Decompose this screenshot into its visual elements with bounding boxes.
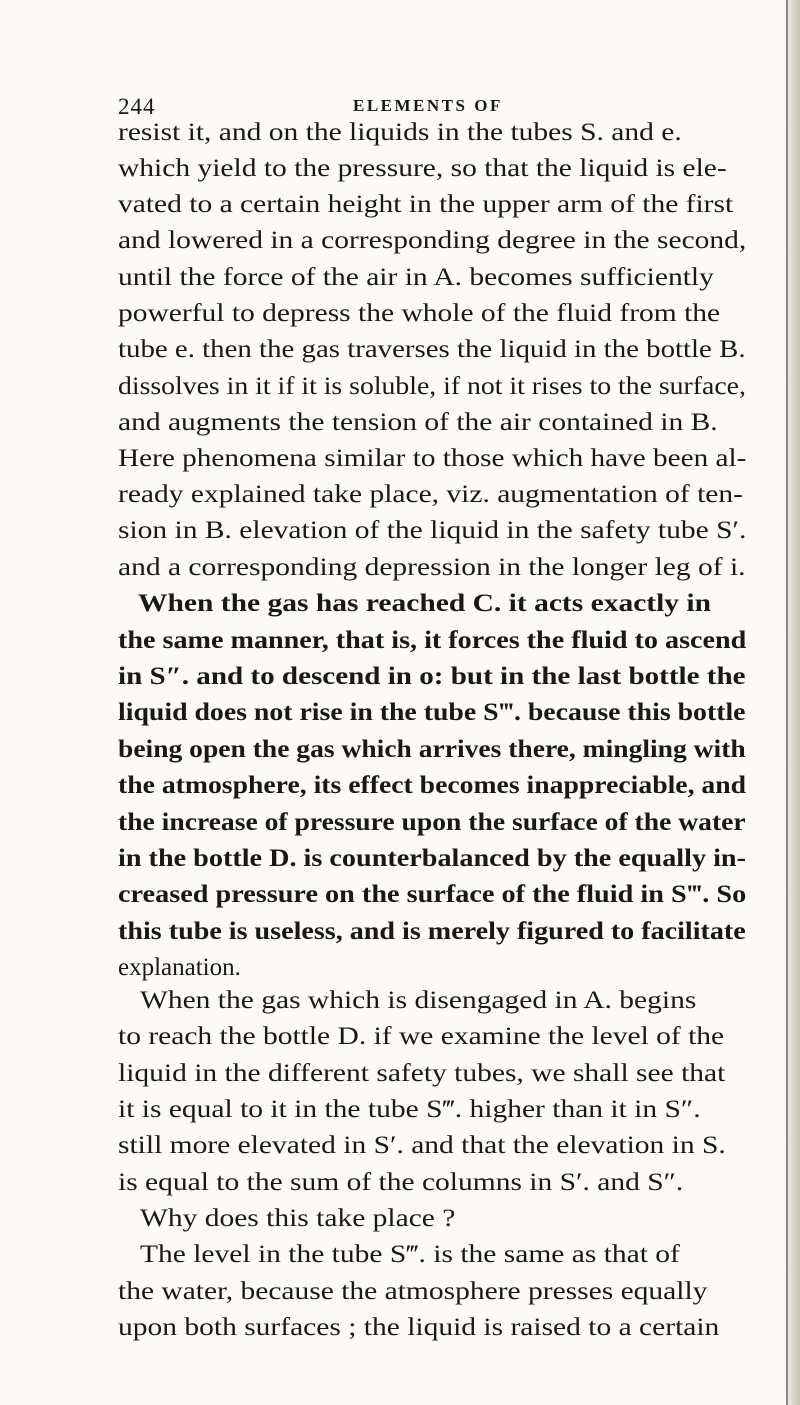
text-line: still more elevated in S′. and that the elevation in S. [118,1132,726,1159]
page-number: 244 [118,94,156,119]
text-line: the increase of pressure upon the surface of the water [118,809,746,836]
text-line: vated to a certain height in the upper arm of the first [118,191,734,218]
text-line: dissolves in it if it is soluble, if not it rises to the surface, [118,373,746,400]
text-line: Here phenomena similar to those which have been al- [118,445,747,472]
text-line: in the bottle D. is counterbalanced by the equally in- [118,845,746,872]
text-line: the same manner, that is, it forces the fluid to ascend [118,627,747,654]
text-line: The level in the tube S‴. is the same as that of [140,1241,680,1268]
text-line: ready explained take place, viz. augmentation of ten- [118,481,743,508]
text-line: Why does this take place ? [140,1205,456,1232]
text-line: When the gas which is disengaged in A. begins [140,987,697,1014]
body-text [118,118,754,1398]
text-line: it is equal to it in the tube S‴. higher than it in S″. [118,1096,701,1123]
text-line: resist it, and on the liquids in the tubes S. and e. [118,119,682,146]
text-line: powerful to depress the whole of the fluid from the [118,300,721,327]
text-line: until the force of the air in A. becomes sufficiently [118,264,714,291]
page-edge [786,0,800,1405]
text-line: liquid does not rise in the tube S‴. because this bottle [118,699,746,726]
text-line: this tube is useless, and is merely figured to facilitate [118,918,746,945]
text-line: and a corresponding depression in the longer leg of i. [118,554,746,581]
running-head: ELEMENTS OF [353,96,503,115]
text-line: explanation. [118,954,241,981]
text-line: and augments the tension of the air contained in B. [118,409,718,436]
text-line: being open the gas which arrives there, mingling with [118,736,746,763]
text-line: the atmosphere, its effect becomes inappreciable, and [118,772,747,799]
text-line: upon both surfaces ; the liquid is raised to a certain [118,1314,720,1341]
text-line: liquid in the different safety tubes, we shall see that [118,1060,726,1087]
text-line: sion in B. elevation of the liquid in the safety tube S′. [118,517,747,544]
text-line: which yield to the pressure, so that the liquid is ele- [118,155,727,182]
text-line: in S″. and to descend in o: but in the last bottle the [118,663,746,690]
text-line: the water, because the atmosphere presses equally [118,1278,708,1305]
text-line: creased pressure on the surface of the fluid in S‴. So [118,881,747,908]
text-line: When the gas has reached C. it acts exactly in [138,590,712,617]
text-line: tube e. then the gas traverses the liquid in the bottle B. [118,336,746,363]
text-line: and lowered in a corresponding degree in the second, [118,227,747,254]
text-line: to reach the bottle D. if we examine the level of the [118,1023,725,1050]
page-edge-shadow [786,0,788,1405]
text-line: is equal to the sum of the columns in S′. and S″. [118,1169,684,1196]
